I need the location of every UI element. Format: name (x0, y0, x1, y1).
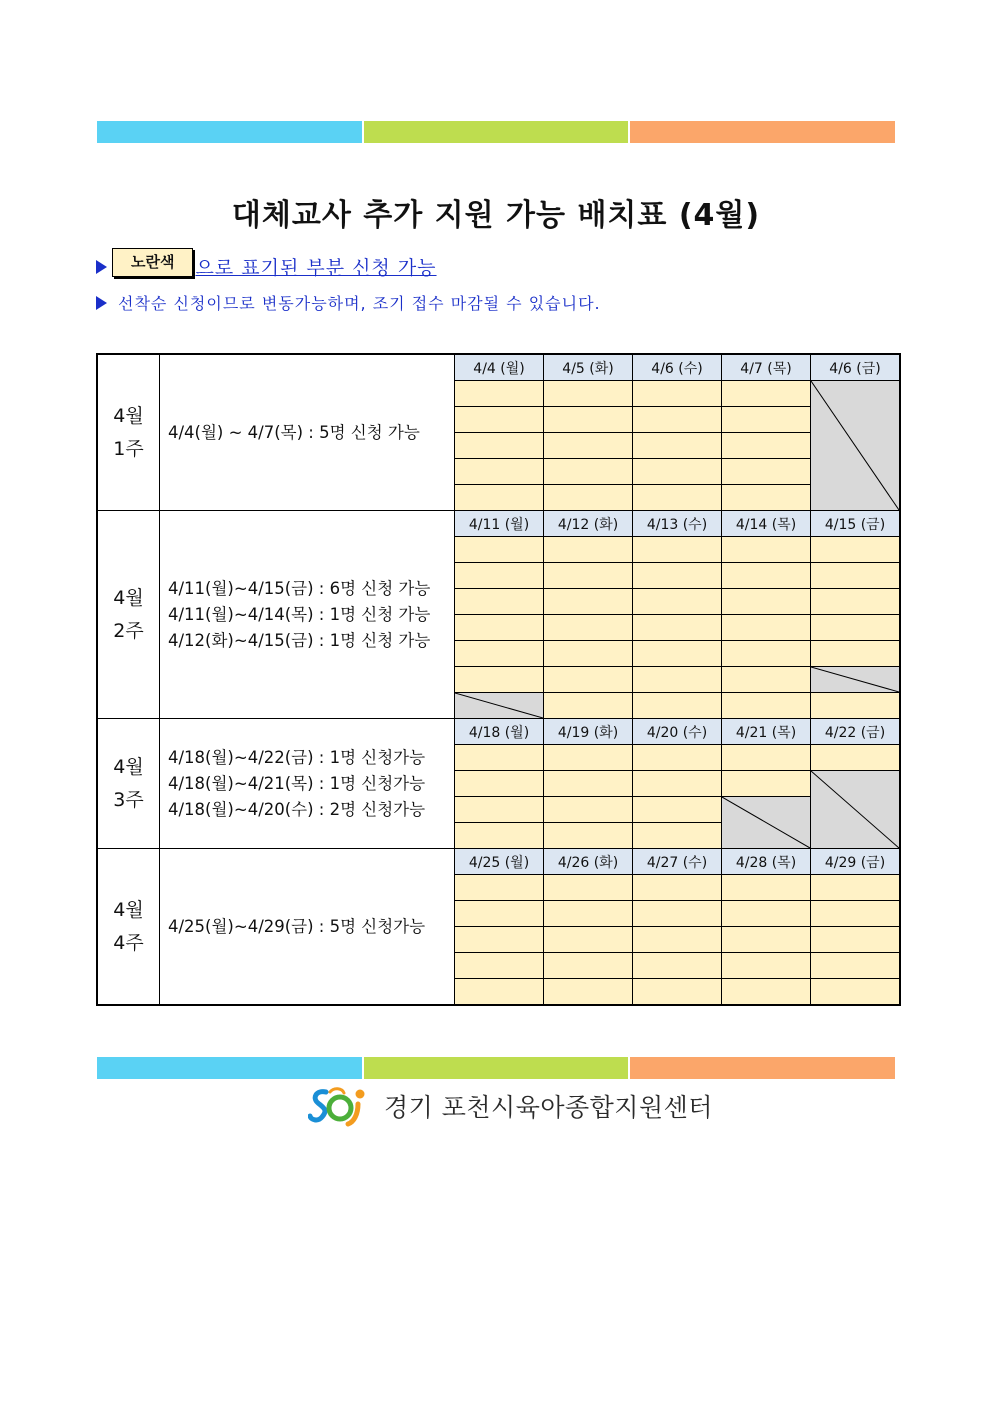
available-slot (455, 927, 544, 953)
available-slot (633, 407, 722, 433)
available-slot (544, 381, 633, 407)
available-slot (722, 407, 811, 433)
unavailable-slot (455, 693, 544, 719)
available-slot (722, 485, 811, 511)
available-slot (722, 641, 811, 667)
footer-logo (308, 1084, 713, 1128)
available-slot (544, 875, 633, 901)
available-slot (722, 537, 811, 563)
available-slot (455, 979, 544, 1006)
day-header: 4/28 (목) (722, 849, 811, 875)
available-slot (811, 901, 901, 927)
day-header: 4/14 (목) (722, 511, 811, 537)
available-slot (544, 485, 633, 511)
day-header: 4/19 (화) (544, 719, 633, 745)
available-slot (811, 693, 901, 719)
day-header: 4/7 (목) (722, 354, 811, 381)
available-slot (455, 589, 544, 615)
week-description: 4/18(월)~4/22(금) : 1명 신청가능 4/18(월)~4/21(목) : 1명 신청가능 4/18(월)~4/20(수) : 2명 신청가능 (160, 719, 455, 849)
week-label: 4월 4주 (97, 849, 160, 1006)
available-slot (455, 459, 544, 485)
available-slot (722, 979, 811, 1006)
available-slot (633, 381, 722, 407)
available-slot (811, 927, 901, 953)
available-slot (722, 901, 811, 927)
available-slot (722, 745, 811, 771)
available-slot (455, 563, 544, 589)
available-slot (633, 797, 722, 823)
available-slot (544, 927, 633, 953)
bottom-color-band (97, 1057, 895, 1079)
available-slot (633, 537, 722, 563)
available-slot (722, 953, 811, 979)
schedule-table (96, 353, 901, 1006)
available-slot (722, 563, 811, 589)
available-slot (544, 693, 633, 719)
available-slot (633, 901, 722, 927)
note-line-2: 선착순 신청이므로 변동가능하며, 조기 접수 마감될 수 있습니다. (118, 294, 601, 313)
note-swatch-line (96, 252, 437, 281)
available-slot (722, 615, 811, 641)
day-header: 4/5 (화) (544, 354, 633, 381)
available-slot (633, 433, 722, 459)
available-slot (633, 667, 722, 693)
available-slot (633, 693, 722, 719)
yellow-swatch-label: 노란색 (112, 248, 193, 277)
available-slot (633, 485, 722, 511)
available-slot (633, 641, 722, 667)
organization-name: 경기 포천시육아종합지원센터 (384, 1093, 713, 1122)
available-slot (544, 667, 633, 693)
available-slot (544, 953, 633, 979)
unavailable-slot (811, 771, 901, 849)
available-slot (811, 875, 901, 901)
day-header: 4/18 (월) (455, 719, 544, 745)
available-slot (544, 979, 633, 1006)
unavailable-slot (811, 381, 901, 511)
available-slot (811, 745, 901, 771)
available-slot (722, 589, 811, 615)
available-slot (544, 589, 633, 615)
day-header: 4/13 (수) (633, 511, 722, 537)
available-slot (455, 823, 544, 849)
week-description: 4/25(월)~4/29(금) : 5명 신청가능 (160, 849, 455, 1006)
available-slot (633, 745, 722, 771)
available-slot (633, 927, 722, 953)
available-slot (455, 407, 544, 433)
available-slot (455, 745, 544, 771)
available-slot (633, 823, 722, 849)
week-label: 4월 1주 (97, 354, 160, 511)
available-slot (544, 459, 633, 485)
available-slot (722, 433, 811, 459)
day-header: 4/15 (금) (811, 511, 901, 537)
available-slot (811, 563, 901, 589)
day-header: 4/6 (수) (633, 354, 722, 381)
available-slot (455, 537, 544, 563)
available-slot (455, 433, 544, 459)
day-header: 4/25 (월) (455, 849, 544, 875)
day-header: 4/22 (금) (811, 719, 901, 745)
available-slot (722, 381, 811, 407)
available-slot (633, 589, 722, 615)
available-slot (811, 953, 901, 979)
available-slot (544, 407, 633, 433)
available-slot (722, 693, 811, 719)
day-header: 4/21 (목) (722, 719, 811, 745)
available-slot (633, 459, 722, 485)
available-slot (455, 875, 544, 901)
available-slot (633, 615, 722, 641)
triangle-bullet-icon (96, 296, 107, 310)
available-slot (455, 771, 544, 797)
available-slot (633, 979, 722, 1006)
available-slot (722, 927, 811, 953)
available-slot (633, 953, 722, 979)
available-slot (455, 797, 544, 823)
week-label: 4월 2주 (97, 511, 160, 719)
unavailable-slot (811, 667, 901, 693)
available-slot (811, 537, 901, 563)
available-slot (544, 641, 633, 667)
day-header: 4/11 (월) (455, 511, 544, 537)
day-header: 4/27 (수) (633, 849, 722, 875)
available-slot (544, 901, 633, 927)
available-slot (455, 381, 544, 407)
available-slot (544, 797, 633, 823)
available-slot (722, 875, 811, 901)
available-slot (811, 641, 901, 667)
top-color-band (97, 121, 895, 143)
available-slot (811, 979, 901, 1006)
available-slot (722, 771, 811, 797)
week-description: 4/4(월) ~ 4/7(목) : 5명 신청 가능 (160, 354, 455, 511)
available-slot (455, 641, 544, 667)
day-header: 4/20 (수) (633, 719, 722, 745)
available-slot (455, 615, 544, 641)
day-header: 4/29 (금) (811, 849, 901, 875)
unavailable-slot (722, 797, 811, 849)
note-line-1: 으로 표기된 부분 신청 가능 (195, 257, 437, 279)
available-slot (722, 459, 811, 485)
note-deadline-line (96, 291, 601, 314)
available-slot (633, 771, 722, 797)
page-title: 대체교사 추가 지원 가능 배치표 (4월) (231, 198, 761, 233)
available-slot (544, 823, 633, 849)
available-slot (544, 433, 633, 459)
available-slot (544, 563, 633, 589)
available-slot (633, 563, 722, 589)
sci-logo-icon (308, 1084, 378, 1128)
available-slot (544, 537, 633, 563)
day-header: 4/4 (월) (455, 354, 544, 381)
available-slot (455, 485, 544, 511)
available-slot (544, 745, 633, 771)
available-slot (633, 875, 722, 901)
day-header: 4/26 (화) (544, 849, 633, 875)
day-header: 4/6 (금) (811, 354, 901, 381)
available-slot (722, 667, 811, 693)
available-slot (811, 589, 901, 615)
available-slot (811, 615, 901, 641)
available-slot (544, 771, 633, 797)
available-slot (455, 667, 544, 693)
day-header: 4/12 (화) (544, 511, 633, 537)
available-slot (544, 615, 633, 641)
triangle-bullet-icon (96, 260, 107, 274)
week-label: 4월 3주 (97, 719, 160, 849)
available-slot (455, 953, 544, 979)
week-description: 4/11(월)~4/15(금) : 6명 신청 가능 4/11(월)~4/14(목) : 1명 신청 가능 4/12(화)~4/15(금) : 1명 신청 가능 (160, 511, 455, 719)
available-slot (455, 901, 544, 927)
